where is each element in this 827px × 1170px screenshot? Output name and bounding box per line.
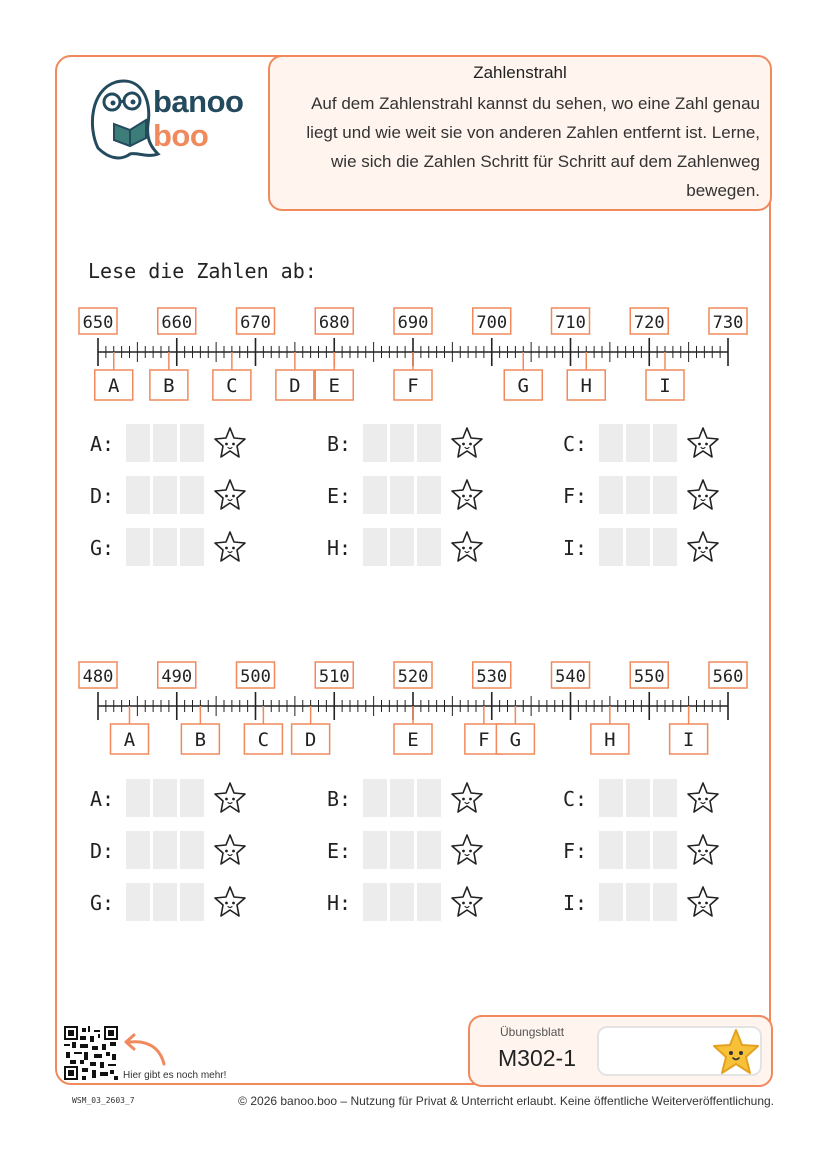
answer-label: G: — [90, 536, 115, 560]
digit-box[interactable] — [626, 528, 650, 566]
digit-box[interactable] — [599, 424, 623, 462]
brand-name-line2: boo — [153, 118, 209, 153]
info-box — [268, 55, 772, 211]
answer-label: H: — [327, 891, 352, 915]
major-label: 680 — [318, 313, 350, 333]
answer-label: C: — [563, 787, 588, 811]
footer-copyright: © 2026 banoo.boo – Nutzung für Privat & Unterricht erlaubt. Keine öffentliche Weiterveröffentlichung. — [238, 1094, 774, 1108]
major-label: 500 — [240, 667, 271, 687]
marker-letter: H — [604, 729, 616, 751]
digit-box[interactable] — [599, 779, 623, 817]
marker-letter: G — [517, 375, 529, 397]
marker-letter: B — [194, 729, 207, 751]
major-label: 490 — [161, 667, 193, 687]
marker-letter: A — [108, 375, 120, 397]
answer-label: I: — [563, 536, 588, 560]
marker-letter: G — [509, 729, 522, 751]
major-label: 550 — [633, 667, 665, 687]
major-label: 690 — [397, 313, 429, 333]
digit-box[interactable] — [626, 883, 650, 921]
smiling-star-icon — [686, 885, 720, 919]
smiling-star-icon — [686, 530, 720, 564]
answer-row — [0, 779, 827, 819]
major-label: 700 — [476, 313, 508, 333]
digit-box[interactable] — [653, 883, 677, 921]
digit-box[interactable] — [599, 883, 623, 921]
answer-label: H: — [327, 536, 352, 560]
marker-letter: F — [478, 729, 490, 751]
marker-letter: D — [289, 375, 301, 397]
major-label: 720 — [633, 313, 665, 333]
marker-letter: E — [407, 729, 419, 751]
smiling-star-icon — [686, 478, 720, 512]
curved-arrow-icon — [120, 1032, 168, 1066]
sheet-id: M302-1 — [498, 1045, 576, 1071]
answer-label: D: — [90, 839, 115, 863]
digit-box[interactable] — [599, 528, 623, 566]
major-label: 670 — [240, 313, 271, 333]
info-text: Auf dem Zahlenstrahl kannst du sehen, wo eine Zahl genau liegt und wie weit sie von anderen Zahlen entfernt ist. Lerne, wie sich die Zahlen Schritt für Schritt auf dem Zahlenweg bewegen. — [306, 94, 760, 200]
instruction: Lese die Zahlen ab: — [88, 259, 317, 283]
answer-label: B: — [327, 787, 352, 811]
answer-row — [0, 831, 827, 871]
number-line-1 — [0, 300, 827, 410]
marker-letter: I — [659, 375, 671, 397]
smiling-star-icon — [686, 833, 720, 867]
marker-letter: H — [580, 375, 592, 397]
marker-letter: E — [328, 375, 340, 397]
number-line-2 — [0, 654, 827, 764]
marker-letter: F — [407, 375, 419, 397]
brand-name-line1: banoo — [153, 84, 244, 119]
digit-box[interactable] — [626, 831, 650, 869]
marker-letter: B — [163, 375, 175, 397]
answer-row — [0, 424, 827, 464]
answer-label: E: — [327, 839, 352, 863]
digit-box[interactable] — [599, 476, 623, 514]
marker-letter: D — [304, 729, 317, 751]
marker-letter: I — [682, 729, 695, 751]
answer-label: F: — [563, 484, 588, 508]
major-label: 540 — [555, 667, 586, 687]
marker-letter: C — [226, 375, 238, 397]
sheet-label: Übungsblatt — [500, 1025, 565, 1039]
major-label: 480 — [82, 667, 114, 687]
digit-box[interactable] — [626, 476, 650, 514]
marker-letter: A — [123, 729, 136, 751]
answer-label: E: — [327, 484, 352, 508]
digit-box[interactable] — [653, 528, 677, 566]
answer-row — [0, 528, 827, 568]
answer-label: C: — [563, 432, 588, 456]
answer-label: A: — [90, 432, 115, 456]
major-label: 530 — [476, 667, 508, 687]
digit-box[interactable] — [599, 831, 623, 869]
major-label: 650 — [82, 313, 114, 333]
answer-label: G: — [90, 891, 115, 915]
smiling-star-icon — [710, 1027, 762, 1077]
digit-box[interactable] — [653, 831, 677, 869]
major-label: 520 — [397, 667, 429, 687]
footer-code: WSM_03_2603_7 — [72, 1096, 135, 1105]
answer-label: I: — [563, 891, 588, 915]
marker-letter: C — [257, 729, 270, 751]
answer-row — [0, 476, 827, 516]
answer-label: D: — [90, 484, 115, 508]
answer-label: A: — [90, 787, 115, 811]
answer-label: F: — [563, 839, 588, 863]
smiling-star-icon — [686, 781, 720, 815]
major-label: 660 — [161, 313, 193, 333]
smiling-star-icon — [686, 426, 720, 460]
info-title: Zahlenstrahl — [473, 63, 567, 82]
digit-box[interactable] — [653, 476, 677, 514]
digit-box[interactable] — [653, 779, 677, 817]
qr-code-icon[interactable] — [64, 1026, 118, 1080]
digit-box[interactable] — [653, 424, 677, 462]
major-label: 730 — [712, 313, 744, 333]
major-label: 710 — [555, 313, 586, 333]
sheet-box — [468, 1015, 773, 1087]
major-label: 560 — [712, 667, 744, 687]
digit-box[interactable] — [626, 779, 650, 817]
qr-caption: Hier gibt es noch mehr! — [123, 1070, 227, 1081]
answer-label: B: — [327, 432, 352, 456]
digit-box[interactable] — [626, 424, 650, 462]
major-label: 510 — [318, 667, 350, 687]
answer-row — [0, 883, 827, 923]
